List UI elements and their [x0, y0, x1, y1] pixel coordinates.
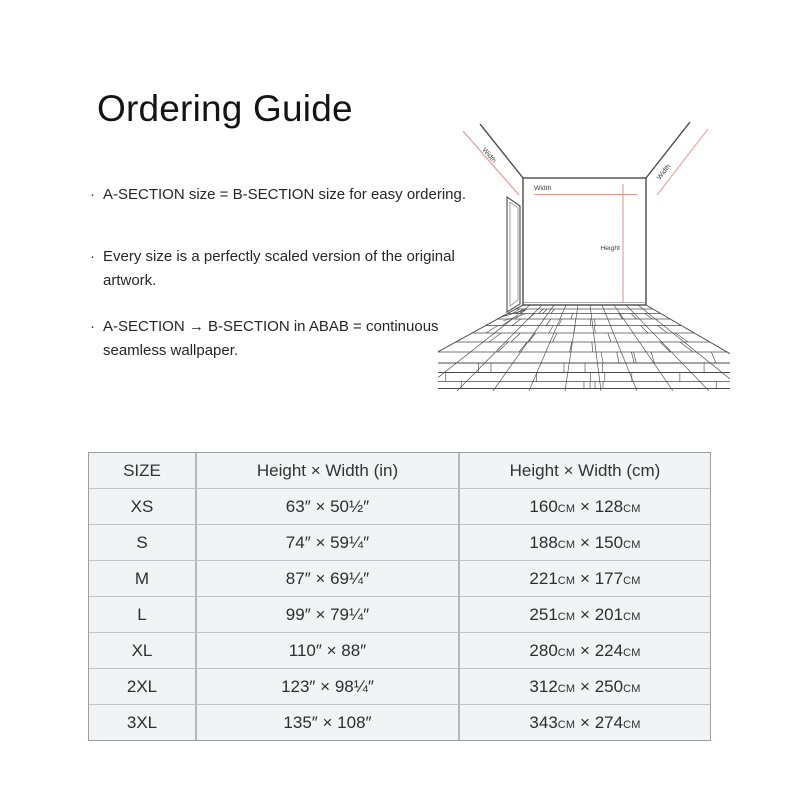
note-line: A-SECTION → B-SECTION in ABAB = continuous [103, 318, 439, 335]
note-item [90, 183, 475, 207]
inches-cell: 135″ × 108″ [195, 704, 458, 740]
room-diagram-svg [438, 100, 730, 400]
times-sign: × [580, 604, 590, 624]
times-sign: × [580, 712, 590, 732]
floor-line [571, 314, 573, 320]
floor-junction-left [438, 305, 523, 354]
table-row [89, 560, 710, 596]
floor-line [660, 342, 670, 352]
cm-unit: CM [557, 718, 576, 731]
floor-line [590, 305, 601, 391]
times-sign: × [580, 676, 590, 696]
floor-line [590, 319, 591, 326]
inches-column-header: Height × Width (in) [195, 453, 458, 488]
floor-line [549, 326, 553, 334]
inches-cell: 99″ × 79¼″ [195, 596, 458, 632]
floor-line [658, 326, 668, 334]
cm-width-value: 128 [594, 496, 624, 516]
note-item [90, 245, 475, 293]
floor-line [608, 333, 611, 342]
size-table [88, 452, 711, 741]
table-row [89, 596, 710, 632]
inches-cell: 110″ × 88″ [195, 632, 458, 668]
table-header-row [89, 453, 710, 488]
floor-line [543, 309, 548, 314]
back-wall [523, 178, 646, 305]
floor-line [551, 309, 555, 314]
cm-cell [458, 596, 710, 632]
size-cell: 3XL [89, 704, 195, 740]
cm-width-value: 201 [594, 604, 624, 624]
cm-unit: CM [557, 574, 576, 587]
inches-cell: 123″ × 98¼″ [195, 668, 458, 704]
cm-unit: CM [623, 502, 641, 515]
size-cell: S [89, 524, 195, 560]
table-row [89, 704, 710, 740]
note-line: A-SECTION size = B-SECTION size for easy ordering. [103, 186, 467, 203]
cm-column-header: Height × Width (cm) [458, 453, 710, 488]
cm-width-value: 274 [594, 712, 624, 732]
note-line: seamless wallpaper. [103, 342, 239, 359]
cm-unit: CM [623, 610, 641, 623]
floor-line [614, 305, 673, 391]
times-sign: × [580, 640, 590, 660]
times-sign: × [580, 496, 590, 516]
table-row [89, 524, 710, 560]
left-wall-width-label: Width [480, 146, 498, 165]
note-bullet: · [90, 318, 95, 335]
cm-cell [458, 632, 710, 668]
floor-line [528, 314, 535, 320]
cm-height-value: 312 [529, 676, 558, 696]
note-item [90, 315, 475, 363]
size-cell: XS [89, 488, 195, 524]
floor-line [631, 314, 637, 320]
floor-line [559, 319, 562, 326]
dimension-line-right-width [657, 129, 708, 195]
floor-line [489, 333, 501, 342]
cm-unit: CM [623, 646, 641, 659]
cm-unit: CM [623, 574, 641, 587]
cm-height-value: 343 [529, 712, 558, 732]
size-cell: XL [89, 632, 195, 668]
cm-cell [458, 560, 710, 596]
note-line: Every size is a perfectly scaled version of the original [103, 248, 455, 265]
floor-line [594, 319, 595, 326]
note-bullet: · [90, 186, 95, 203]
floor-line [519, 342, 527, 352]
table-row [89, 488, 710, 524]
size-cell: M [89, 560, 195, 596]
inches-cell: 74″ × 59¼″ [195, 524, 458, 560]
floor-line [594, 326, 595, 334]
floor-line [512, 319, 521, 326]
cm-unit: CM [557, 502, 576, 515]
height-label: Height [600, 245, 620, 252]
cm-unit: CM [623, 718, 641, 731]
size-cell: L [89, 596, 195, 632]
inches-cell: 87″ × 69¼″ [195, 560, 458, 596]
cm-unit: CM [623, 538, 641, 551]
cm-cell [458, 704, 710, 740]
cm-width-value: 224 [594, 640, 624, 660]
floor-line [680, 342, 693, 352]
table-row [89, 668, 710, 704]
floor-line [546, 319, 551, 326]
page-title: Ordering Guide [97, 88, 353, 129]
floor-line [529, 305, 566, 391]
cm-unit: CM [557, 646, 576, 659]
cm-height-value: 221 [529, 568, 558, 588]
times-sign: × [580, 568, 590, 588]
cm-width-value: 150 [594, 532, 624, 552]
floor-line [528, 333, 535, 342]
size-column-header: SIZE [89, 453, 195, 488]
floor-line [617, 352, 619, 363]
cm-unit: CM [557, 538, 576, 551]
ordering-notes [90, 183, 475, 401]
cm-height-value: 280 [529, 640, 558, 660]
times-sign: × [580, 532, 590, 552]
table-row [89, 632, 710, 668]
cm-cell [458, 488, 710, 524]
cm-height-value: 188 [529, 532, 558, 552]
note-line: artwork. [103, 272, 157, 289]
floor-line [638, 305, 730, 391]
cm-unit: CM [557, 682, 576, 695]
room-diagram [438, 100, 730, 400]
cm-unit: CM [557, 610, 576, 623]
floor-line [511, 333, 520, 342]
cm-width-value: 250 [594, 676, 624, 696]
floor-line [538, 309, 543, 314]
floor-line [645, 314, 652, 320]
floor-line [675, 333, 688, 342]
cm-cell [458, 668, 710, 704]
size-cell: 2XL [89, 668, 195, 704]
cm-width-value: 177 [594, 568, 624, 588]
cm-unit: CM [623, 682, 641, 695]
right-wall-width-label: Width [656, 163, 673, 182]
floor-line [592, 342, 593, 352]
wood-floor [438, 305, 730, 391]
inches-cell: 63″ × 50½″ [195, 488, 458, 524]
cm-cell [458, 524, 710, 560]
floor-line [711, 352, 716, 363]
floor-line [497, 342, 508, 352]
back-wall-width-label: Width [534, 185, 552, 192]
cm-height-value: 160 [529, 496, 558, 516]
note-bullet: · [90, 248, 95, 265]
floor-line [601, 352, 603, 363]
cm-height-value: 251 [529, 604, 558, 624]
